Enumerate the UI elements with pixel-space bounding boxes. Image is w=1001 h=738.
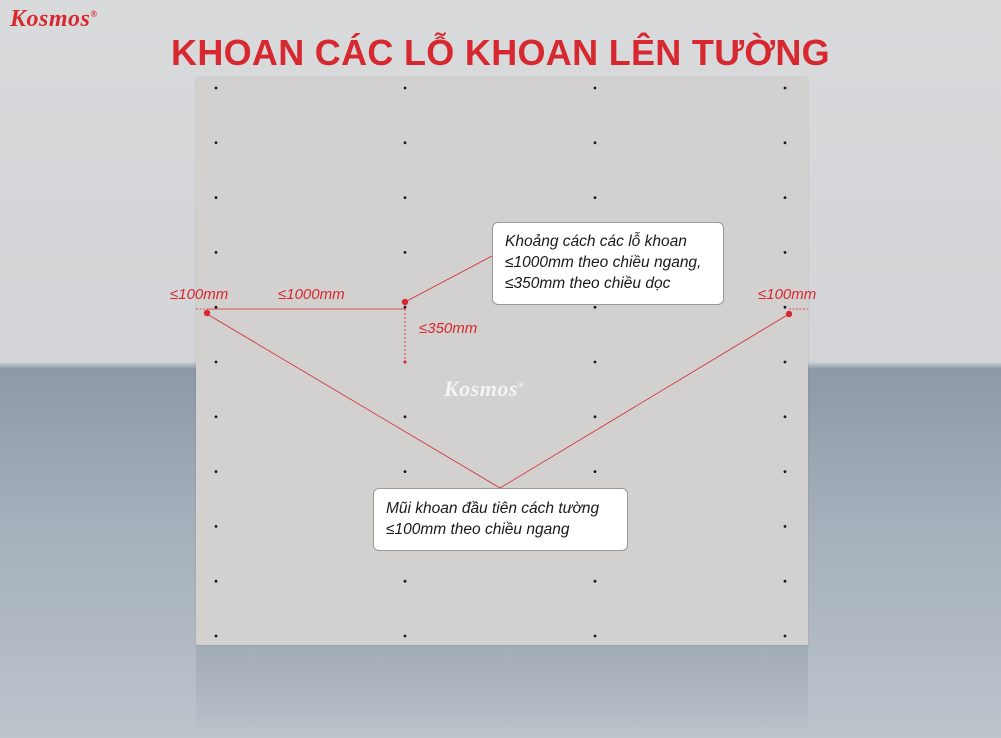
drill-hole: [594, 470, 597, 473]
leader-first-hole-right: [500, 314, 789, 488]
callout-spacing-line: ≤350mm theo chiều dọc: [505, 275, 671, 292]
callout-spacing: [492, 222, 724, 305]
drill-hole: [404, 470, 407, 473]
callout-first-hole: [373, 488, 628, 551]
drill-hole: [404, 415, 407, 418]
marker-spacing-hole: [402, 299, 408, 305]
drill-hole: [215, 196, 218, 199]
marker-first-hole-left: [204, 310, 210, 316]
drill-hole: [215, 306, 218, 309]
page-title: KHOAN CÁC LỖ KHOAN LÊN TƯỜNG: [171, 32, 830, 73]
drill-hole: [215, 635, 218, 638]
drill-hole: [215, 525, 218, 528]
drill-hole: [594, 87, 597, 90]
drill-hole: [404, 87, 407, 90]
drill-hole: [784, 196, 787, 199]
dim-label-edge-right: ≤100mm: [758, 286, 817, 303]
drill-hole: [404, 580, 407, 583]
drill-hole: [594, 361, 597, 364]
drill-hole: [784, 470, 787, 473]
drill-hole: [594, 196, 597, 199]
callout-first-hole-line: Mũi khoan đầu tiên cách tường: [386, 500, 600, 517]
drill-hole: [594, 415, 597, 418]
drill-hole: [215, 141, 218, 144]
dim-label-horizontal: ≤1000mm: [278, 286, 345, 303]
drill-hole: [784, 415, 787, 418]
drill-hole: [215, 470, 218, 473]
callout-spacing-line: Khoảng cách các lỗ khoan: [505, 233, 687, 250]
drill-hole: [784, 361, 787, 364]
drill-hole: [404, 141, 407, 144]
callout-first-hole-line: ≤100mm theo chiều ngang: [386, 521, 570, 538]
drill-hole: [784, 635, 787, 638]
brand-watermark: Kosmos®: [444, 376, 525, 401]
brand-logo: Kosmos®: [10, 6, 98, 32]
drill-hole: [215, 580, 218, 583]
dim-label-vertical: ≤350mm: [419, 320, 478, 337]
drill-hole: [784, 306, 787, 309]
dim-label-edge-left: ≤100mm: [170, 286, 229, 303]
marker-vertical-end: [404, 361, 407, 364]
drill-hole: [784, 580, 787, 583]
drill-hole: [404, 306, 407, 309]
dimension-points: [204, 299, 792, 364]
drill-hole: [784, 251, 787, 254]
drill-hole-grid: [215, 87, 787, 638]
leader-first-hole-left: [207, 314, 500, 488]
drill-hole: [784, 525, 787, 528]
drill-hole: [404, 196, 407, 199]
marker-first-hole-right: [786, 311, 792, 317]
callout-spacing-line: ≤1000mm theo chiều ngang,: [505, 254, 702, 271]
drill-hole: [215, 415, 218, 418]
drill-hole: [404, 251, 407, 254]
drill-hole: [784, 141, 787, 144]
drill-hole: [215, 251, 218, 254]
drill-hole: [594, 635, 597, 638]
drill-hole: [594, 141, 597, 144]
drill-hole: [215, 87, 218, 90]
drill-hole: [594, 580, 597, 583]
drill-hole: [404, 635, 407, 638]
drill-hole: [215, 361, 218, 364]
leader-spacing: [405, 256, 492, 302]
drill-hole: [784, 87, 787, 90]
drill-hole: [594, 306, 597, 309]
